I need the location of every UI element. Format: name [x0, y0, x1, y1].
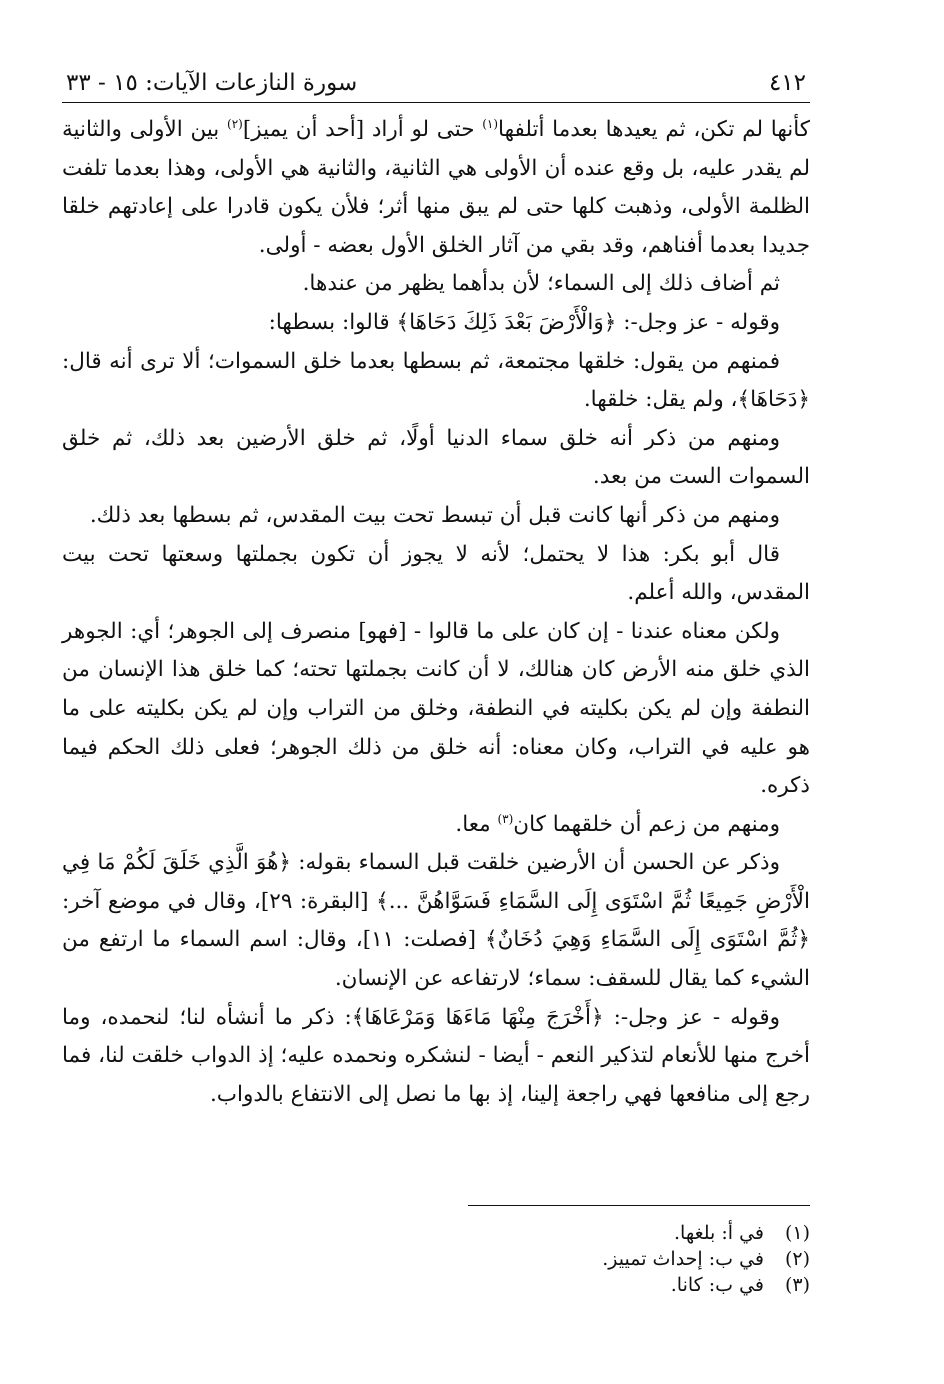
header-rule: [62, 102, 810, 103]
paragraph-9: ومنهم من زعم أن خلقهما كان$^{(٣)}$ معا.: [455, 811, 780, 837]
running-title: سورة النازعات الآيات: ١٥ - ٣٣: [66, 70, 358, 96]
paragraph-2: ثم أضاف ذلك إلى السماء؛ لأن بدأهما يظهر من عندها.: [302, 271, 780, 297]
page-number: ٤١٢: [768, 70, 806, 96]
footnote-item: (٣) في ب: كانا.: [670, 1274, 810, 1296]
paragraph-3: وقوله - عز وجل-: ﴿وَالْأَرْضَ بَعْدَ ذَلِكَ دَحَاهَا﴾ قالوا: بسطها:: [268, 309, 780, 335]
footnote-ref-2[interactable]: (٢): [227, 116, 243, 131]
body-text: [62, 111, 810, 1114]
footnote-item: (١) في أ: بلغها.: [673, 1222, 810, 1244]
footnote-item: (٢) في ب: إحداث تمييز.: [602, 1248, 810, 1270]
paragraph-5: ومنهم من ذكر أنه خلق سماء الدنيا أولًا، ثم خلق الأرضين بعد ذلك، ثم خلق السموات الست من بعد.: [62, 425, 810, 490]
paragraph-7: قال أبو بكر: هذا لا يحتمل؛ لأنه لا يجوز أن تكون بجملتها وسعتها تحت بيت المقدس، والله أعلم.: [62, 541, 810, 606]
paragraph-11: وقوله - عز وجل-: ﴿أَخْرَجَ مِنْهَا مَاءَهَا وَمَرْعَاهَا﴾: ذكر ما أنشأه لنا؛ لنحمده، وما أخرج منها للأنعام لتذكير النعم - أيضا - لنشكره ونحمده عليه؛ إذ الدواب خلقت لنا، فما رجع إلى منافعها فهي راجعة إلينا، إذ بها ما نصل إلى الانتفاع بالدواب.: [62, 1004, 810, 1107]
paragraph-6: ومنهم من ذكر أنها كانت قبل أن تبسط تحت بيت المقدس، ثم بسطها بعد ذلك.: [89, 502, 780, 528]
page-header: [62, 60, 810, 96]
footnote-ref-1[interactable]: (١): [482, 116, 499, 131]
page: [62, 60, 810, 1114]
paragraph-8: ولكن معناه عندنا - إن كان على ما قالوا - [فهو] منصرف إلى الجوهر؛ أي: الجوهر الذي خلق منه الأرض كان هنالك، لا أن كانت بجملتها تحته؛ كما خلق هذا الإنسان من النطفة وإن لم يكن بكليته في النطفة، وخلق من التراب وإن لم يكن بكليته على ما هو عليه في التراب، وكان معناه: أنه خلق من ذلك الجوهر؛ فعلى ذلك الحكم فيما ذكره.: [62, 618, 810, 799]
footnote-ref-3[interactable]: (٣): [497, 811, 514, 826]
paragraph-4: فمنهم من يقول: خلقها مجتمعة، ثم بسطها بعدما خلق السموات؛ ألا ترى أنه قال: ﴿دَحَاهَا﴾، ولم يقل: خلقها.: [62, 348, 810, 413]
footnotes: [62, 1205, 810, 1298]
paragraph-10: وذكر عن الحسن أن الأرضين خلقت قبل السماء بقوله: ﴿هُوَ الَّذِي خَلَقَ لَكُمْ مَا فِي الْأَرْضِ جَمِيعًا ثُمَّ اسْتَوَى إِلَى السَّمَاءِ فَسَوَّاهُنَّ ...﴾ [البقرة: ٢٩]، وقال في موضع آخر: ﴿ثُمَّ اسْتَوَى إِلَى السَّمَاءِ وَهِيَ دُخَانٌ﴾ [فصلت: ١١]، وقال: اسم السماء ما ارتفع من الشيء كما يقال للسقف: سماء؛ لارتفاعه عن الإنسان.: [62, 850, 811, 992]
paragraph-1: كأنها لم تكن، ثم يعيدها بعدما أتلفها$^{(١)}$ حتى لو أراد [أحد أن يميز]$^{(٢)}$ بين الأولى والثانية لم يقدر عليه، بل وقع عنده أن الأولى هي الثانية، والثانية هي الأولى، وهذا بعدما تلفت الظلمة الأولى، وذهبت كلها حتى لم يبق منها أثر؛ فلأن يكون قادرا على إعادتهم خلقا جديدا بعدما أفناهم، وقد بقي من آثار الخلق الأول بعضه - أولى.: [62, 116, 810, 258]
footnote-rule: [468, 1205, 810, 1206]
